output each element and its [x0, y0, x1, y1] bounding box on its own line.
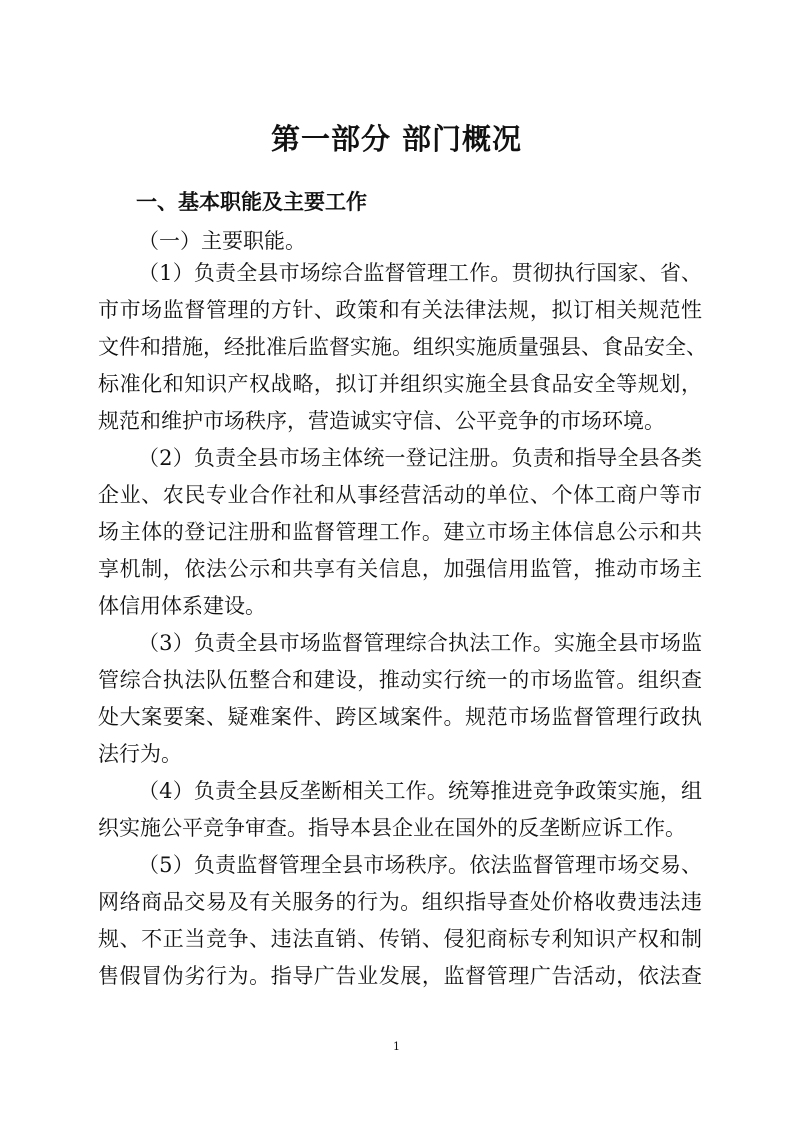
text-line: 市市场监督管理的方针、政策和有关法律法规，拟订相关规范性: [98, 298, 702, 322]
section-heading: 一、基本职能及主要工作: [136, 190, 367, 214]
text-line: 规范和维护市场秩序，营造诚实守信、公平竞争的市场环境。: [98, 409, 665, 433]
text-line: 场主体的登记注册和监督管理工作。建立市场主体信息公示和共: [98, 520, 702, 544]
text-line: 标准化和知识产权战略，拟订并组织实施全县食品安全等规划，: [98, 372, 702, 396]
text-line: 售假冒伪劣行为。指导广告业发展，监督管理广告活动，依法查: [98, 964, 702, 988]
page-title: 第一部分 部门概况: [270, 122, 523, 156]
text-line: （4）负责全县反垄断相关工作。统筹推进竞争政策实施，组: [138, 779, 702, 803]
text-line: 享机制，依法公示和共享有关信息，加强信用监管，推动市场主: [98, 557, 702, 581]
subsection-heading: （一）主要职能。: [138, 229, 306, 253]
paragraph: [98, 847, 702, 995]
text-line: （3）负责全县市场监督管理综合执法工作。实施全县市场监: [138, 631, 702, 655]
text-line: （1）负责全县市场综合监督管理工作。贯彻执行国家、省、: [138, 261, 702, 285]
text-line: 企业、农民专业合作社和从事经营活动的单位、个体工商户等市: [98, 483, 702, 507]
paragraph: [98, 625, 702, 773]
text-line: （5）负责监督管理全县市场秩序。依法监督管理市场交易、: [138, 853, 702, 877]
body-text: [98, 255, 707, 995]
text-line: 管综合执法队伍整合和建设，推动实行统一的市场监管。组织查: [98, 668, 702, 692]
paragraph: [98, 440, 702, 625]
text-line: （2）负责全县市场主体统一登记注册。负责和指导全县各类: [138, 446, 702, 470]
page-number: 1: [393, 1040, 400, 1053]
paragraph: [98, 773, 702, 847]
text-line: 法行为。: [98, 742, 182, 766]
text-line: 织实施公平竞争审查。指导本县企业在国外的反垄断应诉工作。: [98, 816, 686, 840]
paragraph: [98, 255, 707, 440]
text-line: 网络商品交易及有关服务的行为。组织指导查处价格收费违法违: [98, 890, 702, 914]
text-line: 规、不正当竞争、违法直销、传销、侵犯商标专利知识产权和制: [98, 927, 702, 951]
text-line: 体信用体系建设。: [98, 594, 266, 618]
text-line: 处大案要案、疑难案件、跨区域案件。规范市场监督管理行政执: [98, 705, 702, 729]
text-line: 文件和措施，经批准后监督实施。组织实施质量强县、食品安全、: [98, 335, 707, 359]
